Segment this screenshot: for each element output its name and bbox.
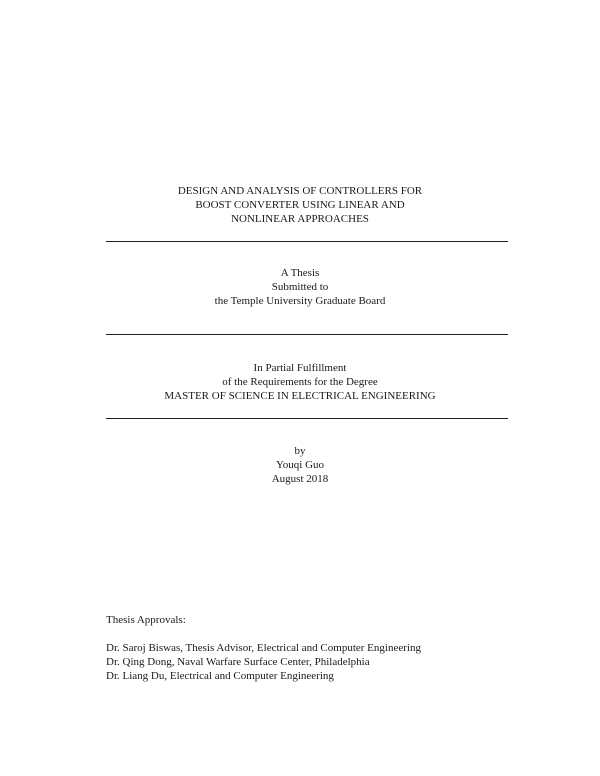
- fulfillment-block: [0, 361, 600, 403]
- fulfillment-line-1: In Partial Fulfillment: [253, 362, 347, 374]
- approver-1: Dr. Saroj Biswas, Thesis Advisor, Electrical and Computer Engineering: [106, 642, 421, 654]
- title-line-2: BOOST CONVERTER USING LINEAR AND: [195, 199, 405, 211]
- title-line-1: DESIGN AND ANALYSIS OF CONTROLLERS FOR: [177, 185, 423, 197]
- divider-3: [106, 418, 508, 419]
- submission-line-2: Submitted to: [271, 281, 329, 293]
- submission-line-1: A Thesis: [280, 267, 320, 279]
- submission-line-3: the Temple University Graduate Board: [214, 295, 386, 307]
- approver-2: Dr. Qing Dong, Naval Warfare Surface Center, Philadelphia: [106, 656, 370, 668]
- submission-block: [0, 266, 600, 308]
- approver-3: Dr. Liang Du, Electrical and Computer Engineering: [106, 670, 334, 682]
- thesis-title: [0, 184, 600, 226]
- title-line-3: NONLINEAR APPROACHES: [231, 213, 369, 225]
- divider-1: [106, 241, 508, 242]
- author-block: [0, 444, 600, 486]
- degree-name: MASTER OF SCIENCE IN ELECTRICAL ENGINEERING: [164, 390, 436, 402]
- author-name: Youqi Guo: [275, 459, 325, 471]
- approvals-heading: Thesis Approvals:: [106, 614, 186, 626]
- divider-2: [106, 334, 508, 335]
- submission-date: August 2018: [271, 473, 329, 485]
- approvals-list: [106, 641, 421, 683]
- fulfillment-line-2: of the Requirements for the Degree: [222, 376, 378, 388]
- by-label: by: [294, 445, 306, 457]
